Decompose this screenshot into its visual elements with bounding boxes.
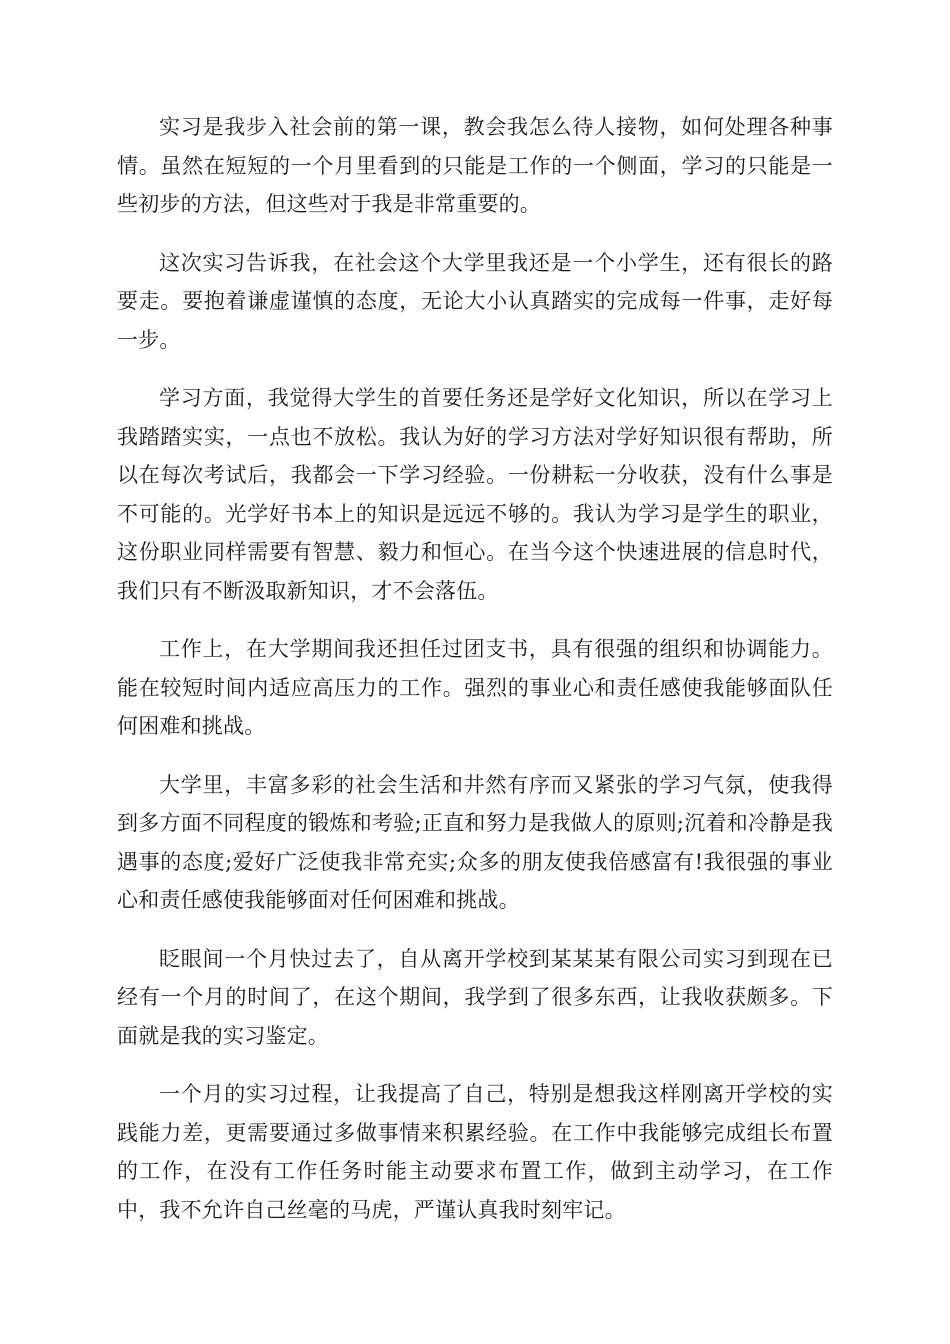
paragraph-6: 眨眼间一个月快过去了，自从离开学校到某某某有限公司实习到现在已经有一个月的时间了，在这个期间，我学到了很多东西，让我收获颇多。下面就是我的实习鉴定。: [117, 946, 833, 1048]
paragraph-1: 实习是我步入社会前的第一课，教会我怎么待人接物，如何处理各种事情。虽然在短短的一个月里看到的只能是工作的一个侧面，学习的只能是一些初步的方法，但这些对于我是非常重要的。: [117, 115, 833, 216]
paragraph-7: 一个月的实习过程，让我提高了自己，特别是想我这样刚离开学校的实践能力差，更需要通过多做事情来积累经验。在工作中我能够完成组长布置的工作，在没有工作任务时能主动要求布置工作，做到主动学习，在工作中，我不允许自己丝毫的马虎，严谨认真我时刻牢记。: [117, 1082, 833, 1222]
paragraph-2: 这次实习告诉我，在社会这个大学里我还是一个小学生，还有很长的路要走。要抱着谦虚谨慎的态度，无论大小认真踏实的完成每一件事，走好每一步。: [117, 250, 833, 352]
paragraph-5: 大学里，丰富多彩的社会生活和井然有序而又紧张的学习气氛，使我得到多方面不同程度的锻炼和考验;正直和努力是我做人的原则;沉着和冷静是我遇事的态度;爱好广泛使我非常充实;众多的朋友使我倍感富有!我很强的事业心和责任感使我能够面对任何困难和挑战。: [117, 772, 833, 912]
document-body: [117, 108, 833, 1249]
paragraph-4: 工作上，在大学期间我还担任过团支书，具有很强的组织和协调能力。能在较短时间内适应高压力的工作。强烈的事业心和责任感使我能够面队任何困难和挑战。: [117, 637, 833, 738]
paragraph-3: 学习方面，我觉得大学生的首要任务还是学好文化知识，所以在学习上我踏踏实实，一点也不放松。我认为好的学习方法对学好知识很有帮助，所以在每次考试后，我都会一下学习经验。一份耕耘一分收获，没有什么事是不可能的。光学好书本上的知识是远远不够的。我认为学习是学生的职业，这份职业同样需要有智慧、毅力和恒心。在当今这个快速进展的信息时代，我们只有不断汲取新知识，才不会落伍。: [117, 386, 833, 603]
